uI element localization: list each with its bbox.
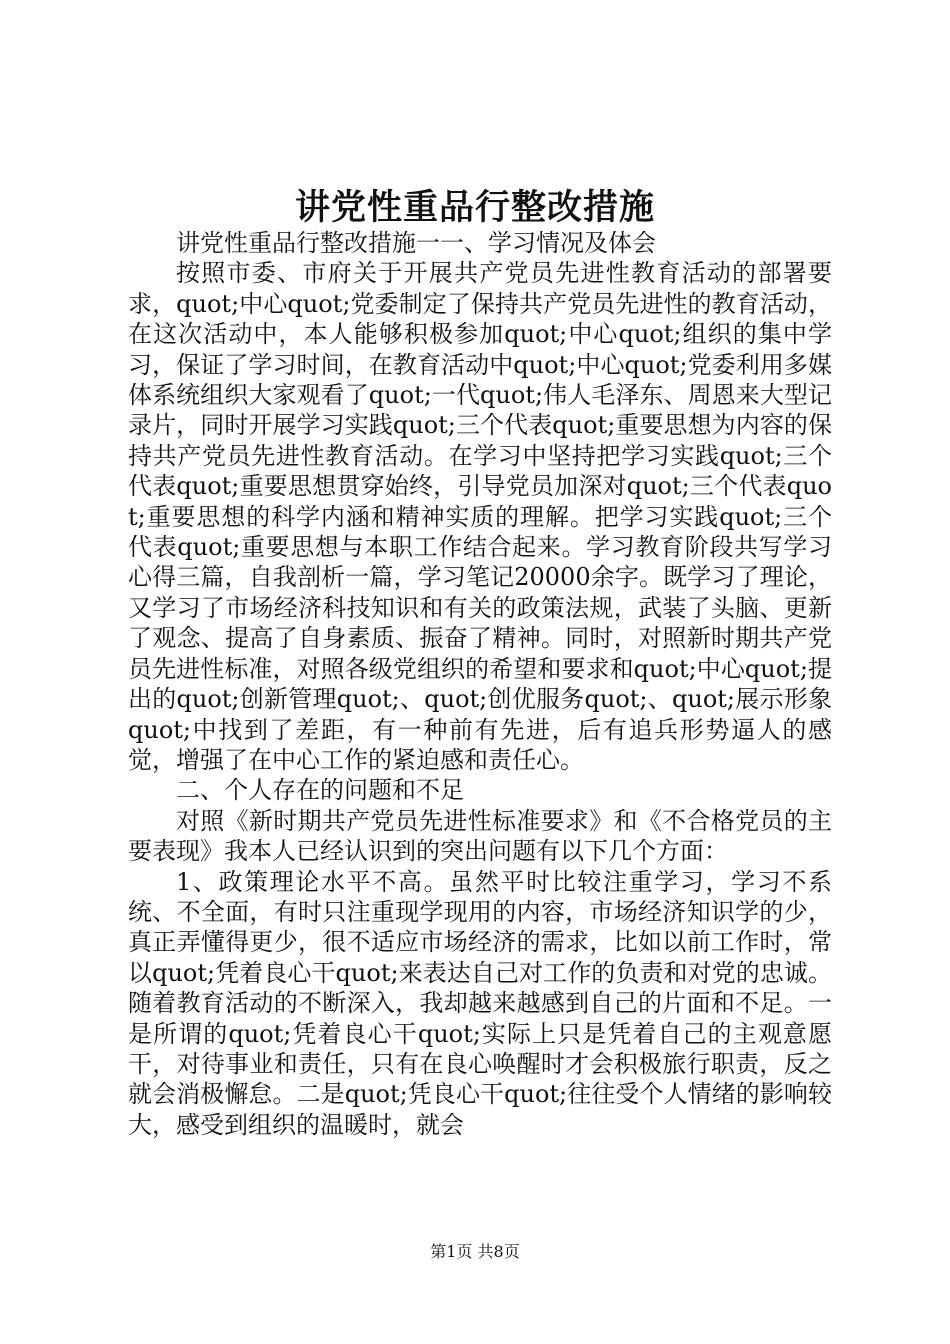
paragraph-study-situation: 按照市委、市府关于开展共产党员先进性教育活动的部署要求，quot;中心quot;党委制定了保持共产党员先进性的教育活动，在这次活动中，本人能够积极参加quot;中心quot;组织的集中学习，保证了学习时间，在教育活动中quot;中心quot;党委利用多媒体系统组织大家观看了quot;一代quot;伟人毛泽东、周恩来大型记录片，同时开展学习实践quot;三个代表quot;重要思想为内容的保持共产党员先进性教育活动。在学习中坚持把学习实践quot;三个代表quot;重要思想贯穿始终，引导党员加深对quot;三个代表quot;重要思想的科学内涵和精神实质的理解。把学习实践quot;三个代表quot;重要思想与本职工作结合起来。学习教育阶段共写学习心得三篇，自我剖析一篇，学习笔记20000余字。既学习了理论，又学习了市场经济科技知识和有关的政策法规，武装了头脑、更新了观念、提高了自身素质、振奋了精神。同时，对照新时期共产党员先进性标准，对照各级党组织的希望和要求和quot;中心quot;提出的quot;创新管理quot;、quot;创优服务quot;、quot;展示形象quot;中找到了差距，有一种前有先进，后有追兵形势逼人的感觉，增强了在中心工作的紧迫感和责任心。 — [128, 259, 832, 774]
paragraph-problems-intro: 对照《新时期共产党员先进性标准要求》和《不合格党员的主要表现》我本人已经认识到的突出问题有以下几个方面： — [128, 806, 832, 866]
page-footer: 第1页 共8页 — [430, 1242, 520, 1261]
document-title: 讲党性重品行整改措施 — [294, 187, 655, 228]
paragraph-heading-intro: 讲党性重品行整改措施一一、学习情况及体会 — [176, 229, 656, 257]
document-body — [128, 228, 832, 1140]
paragraph-problem-1: 1、政策理论水平不高。虽然平时比较注重学习，学习不系统、不全面，有时只注重现学现用的内容，市场经济知识学的少，真正弄懂得更少，很不适应市场经济的需求，比如以前工作时，常以quot;凭着良心干quot;来表达自己对工作的负责和对党的忠诚。随着教育活动的不断深入，我却越来越感到自己的片面和不足。一是所谓的quot;凭着良心干quot;实际上只是凭着自己的主观意愿干，对待事业和责任，只有在良心唤醒时才会积极旅行职责，反之就会消极懈怠。二是quot;凭良心干quot;往往受个人情绪的影响较大，感受到组织的温暖时，就会 — [128, 867, 832, 1139]
paragraph-heading-problems: 二、个人存在的问题和不足 — [176, 776, 464, 805]
